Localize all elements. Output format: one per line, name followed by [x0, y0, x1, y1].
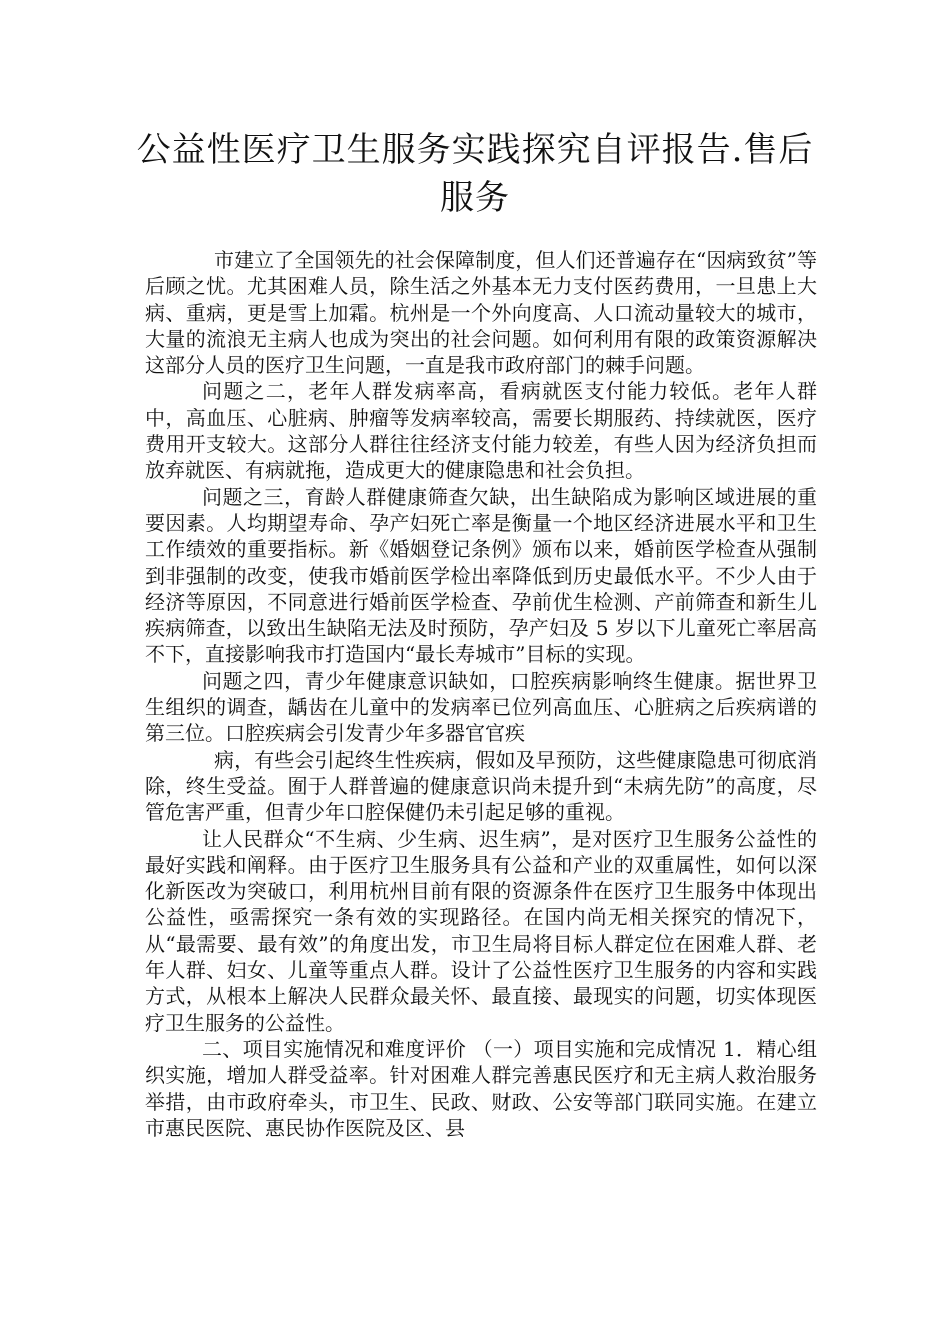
paragraph-problem-3: 问题之三，育龄人群健康筛查欠缺，出生缺陷成为影响区域进展的重要因素。人均期望寿命、孕产妇死亡率是衡量一个地区经济进展水平和卫生工作绩效的重要指标。新《婚姻登记条例》颁布以来，婚前医学检查从强制到非强制的改变，使我市婚前医学检出率降低到历史最低水平。不少人由于经济等原因，不同意进行婚前医学检查、孕前优生检测、产前筛查和新生儿疾病筛查，以致出生缺陷无法及时预防，孕产妇及 5 岁以下儿童死亡率居高不下，直接影响我市打造国内“最长寿城市”目标的实现。: [145, 484, 817, 667]
paragraph-problem-4: 问题之四，青少年健康意识缺如，口腔疾病影响终生健康。据世界卫生组织的调查，龋齿在儿童中的发病率已位列高血压、心脏病之后疾病谱的第三位。口腔疾病会引发青少年多器官官疾: [145, 668, 817, 746]
paragraph-public-welfare: 让人民群众“不生病、少生病、迟生病”，是对医疗卫生服务公益性的最好实践和阐释。由于医疗卫生服务具有公益和产业的双重属性，如何以深化新医改为突破口，利用杭州目前有限的资源条件在医疗卫生服务中体现出公益性，亟需探究一条有效的实现路径。在国内尚无相关探究的情况下，从“最需要、最有效”的角度出发，市卫生局将目标人群定位在困难人群、老年人群、妇女、儿童等重点人群。设计了公益性医疗卫生服务的内容和实践方式，从根本上解决人民群众最关怀、最直接、最现实的问题，切实体现医疗卫生服务的公益性。: [145, 826, 817, 1035]
paragraph-intro: 市建立了全国领先的社会保障制度，但人们还普遍存在“因病致贫”等后顾之忧。尤其困难人员，除生活之外基本无力支付医药费用，一旦患上大病、重病，更是雪上加霜。杭州是一个外向度高、人口流动量较大的城市，大量的流浪无主病人也成为突出的社会问题。如何利用有限的政策资源解决这部分人员的医疗卫生问题，一直是我市政府部门的棘手问题。: [145, 248, 817, 378]
document-body: [145, 247, 817, 1141]
document-title: 公益性医疗卫生服务实践探究自评报告.售后服务: [136, 130, 814, 218]
paragraph-section-2: 二、项目实施情况和难度评价 （一）项目实施和完成情况 1．精心组织实施，增加人群受益率。针对困难人群完善惠民医疗和无主病人救治服务举措，由市政府牵头，市卫生、民政、财政、公安等部门联同实施。在建立市惠民医院、惠民协作医院及区、县: [145, 1036, 817, 1140]
paragraph-problem-4-continued: 病，有些会引起终生性疾病，假如及早预防，这些健康隐患可彻底消除，终生受益。囿于人群普遍的健康意识尚未提升到“未病先防”的高度，尽管危害严重，但青少年口腔保健仍未引起足够的重视。: [145, 747, 817, 825]
paragraph-problem-2: 问题之二，老年人群发病率高，看病就医支付能力较低。老年人群中，高血压、心脏病、肿瘤等发病率较高，需要长期服药、持续就医，医疗费用开支较大。这部分人群往往经济支付能力较差，有些人因为经济负担而放弃就医、有病就拖，造成更大的健康隐患和社会负担。: [145, 379, 817, 483]
